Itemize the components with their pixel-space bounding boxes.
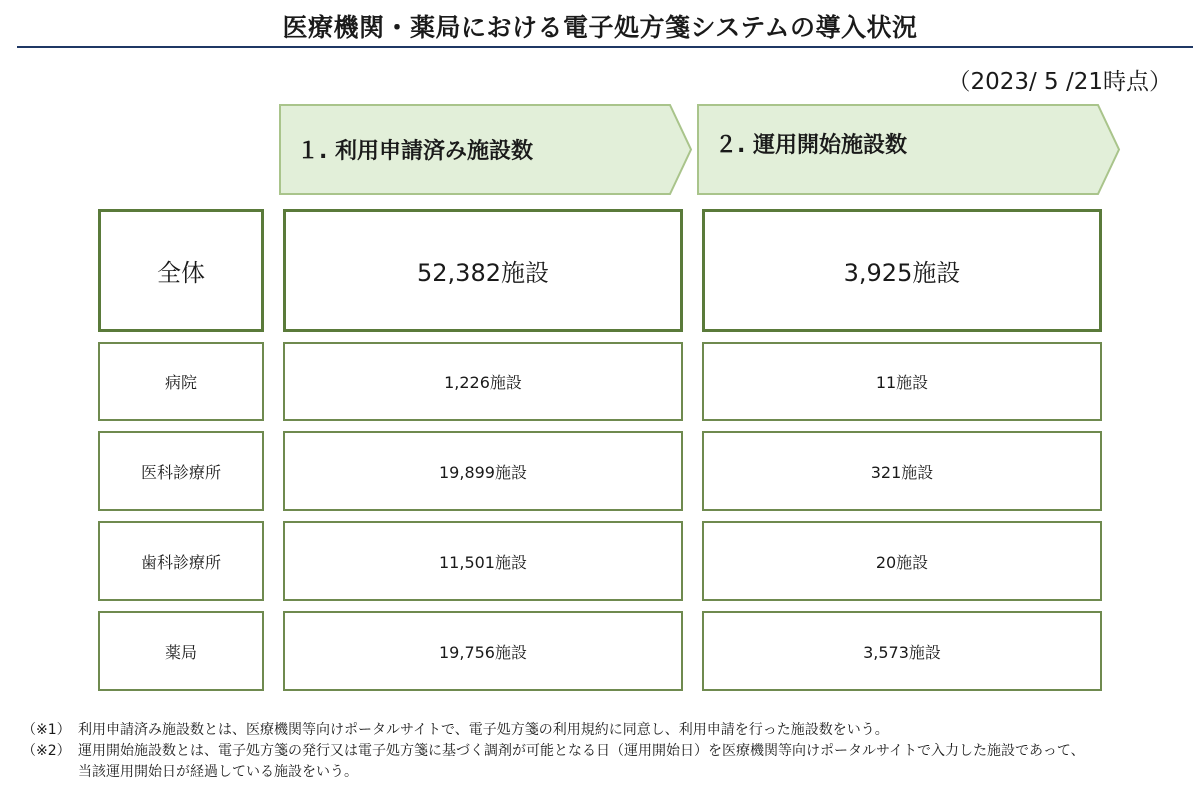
footnote-2-text: 運用開始施設数とは、電子処方箋の発行又は電子処方箋に基づく調剤が可能となる日（運用開始日）を医療機関等向けポータルサイトで入力した施設であって、 — [78, 743, 1085, 759]
row-applied-dental-clinic: 11,501施設 — [283, 521, 683, 601]
row-label-medical-clinic: 医科診療所 — [98, 431, 264, 511]
row-applied-medical-clinic: 19,899施設 — [283, 431, 683, 511]
row-applied-hospital: 1,226施設 — [283, 342, 683, 421]
title-divider — [17, 46, 1193, 48]
row-label-hospital: 病院 — [98, 342, 264, 421]
footnote-2-continuation: 当該運用開始日が経過している施設をいう。 — [78, 764, 358, 780]
column-header-applied-label: １. 利用申請済み施設数 — [297, 139, 534, 164]
column-header-applied — [279, 104, 693, 195]
row-started-medical-clinic: 321施設 — [702, 431, 1102, 511]
total-label-cell: 全体 — [98, 209, 264, 332]
footnote-1 — [22, 720, 1192, 741]
total-started-cell: 3,925施設 — [702, 209, 1102, 332]
column-header-started — [697, 104, 1121, 195]
footnote-2 — [22, 741, 1192, 762]
footnote-2-mark: （※2） — [22, 743, 71, 759]
column-header-started-label: ２. 運用開始施設数 — [715, 133, 908, 158]
footnotes — [22, 720, 1192, 783]
row-started-hospital: 11施設 — [702, 342, 1102, 421]
total-applied-cell: 52,382施設 — [283, 209, 683, 332]
row-label-pharmacy: 薬局 — [98, 611, 264, 691]
as-of-date: （2023/ 5 /21時点） — [947, 69, 1172, 95]
page-title: 医療機関・薬局における電子処方箋システムの導入状況 — [282, 13, 918, 42]
row-started-pharmacy: 3,573施設 — [702, 611, 1102, 691]
row-applied-pharmacy: 19,756施設 — [283, 611, 683, 691]
row-started-dental-clinic: 20施設 — [702, 521, 1102, 601]
footnote-1-text: 利用申請済み施設数とは、医療機関等向けポータルサイトで、電子処方箋の利用規約に同意し、利用申請を行った施設数をいう。 — [78, 722, 889, 738]
footnote-1-mark: （※1） — [22, 722, 71, 738]
row-label-dental-clinic: 歯科診療所 — [98, 521, 264, 601]
